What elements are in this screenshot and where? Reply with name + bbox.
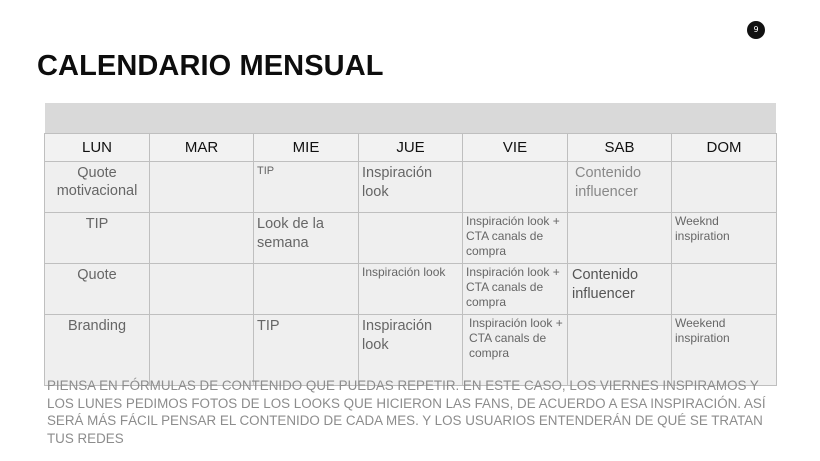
day-header-vie: VIE	[463, 134, 568, 162]
cell-text: Quote motivacional	[56, 165, 138, 199]
cell-text: Quote	[77, 267, 117, 283]
calendar-cell	[463, 162, 568, 213]
cell-text: Look de la semana	[257, 216, 324, 251]
day-header-dom: DOM	[672, 134, 777, 162]
cell-text: Weeknd inspiration	[675, 214, 730, 243]
calendar-week-row	[45, 264, 777, 315]
calendar-cell	[359, 315, 463, 386]
page-number-badge: 9	[747, 21, 765, 39]
calendar-cell	[672, 162, 777, 213]
calendar-cell	[359, 213, 463, 264]
calendar-table	[44, 133, 777, 386]
calendar-week-row	[45, 162, 777, 213]
calendar-cell	[672, 264, 777, 315]
calendar-cell	[568, 315, 672, 386]
cell-text	[463, 162, 567, 163]
calendar-cell	[254, 315, 359, 386]
calendar-header-banner	[45, 103, 776, 133]
cell-text: Inspiración look + CTA canals de compra	[466, 265, 560, 309]
cell-text	[150, 264, 253, 266]
calendar-cell	[45, 315, 150, 386]
cell-text	[568, 213, 671, 215]
calendar-cell	[359, 264, 463, 315]
calendar-cell	[568, 213, 672, 264]
day-header-jue: JUE	[359, 134, 463, 162]
cell-text	[672, 162, 776, 163]
calendar-cell	[463, 315, 568, 386]
cell-text: Inspiración look	[362, 318, 433, 353]
cell-text: Inspiración look	[362, 265, 446, 279]
day-header-mar: MAR	[150, 134, 254, 162]
cell-text: TIP	[257, 165, 275, 177]
calendar-cell	[254, 162, 359, 213]
calendar-header-row	[45, 134, 777, 162]
calendar-week-row	[45, 315, 777, 386]
cell-text	[150, 162, 253, 164]
cell-text	[150, 315, 253, 317]
calendar-cell	[672, 315, 777, 386]
day-header-mie: MIE	[254, 134, 359, 162]
calendar-cell	[254, 213, 359, 264]
calendar-week-row	[45, 213, 777, 264]
calendar-cell	[254, 264, 359, 315]
calendar-cell	[359, 162, 463, 213]
cell-text: TIP	[85, 216, 109, 232]
calendar-cell	[45, 213, 150, 264]
calendar-cell	[150, 213, 254, 264]
day-header-sab: SAB	[568, 134, 672, 162]
cell-text: Inspiración look + CTA canals de compra	[466, 214, 560, 258]
cell-text	[568, 315, 671, 317]
cell-text	[254, 264, 358, 266]
calendar-cell	[568, 264, 672, 315]
calendar-cell	[150, 162, 254, 213]
calendar-cell	[150, 264, 254, 315]
calendar-cell	[150, 315, 254, 386]
cell-text	[672, 264, 776, 265]
cell-text: TIP	[257, 318, 280, 334]
cell-text: Weekend inspiration	[675, 316, 730, 345]
calendar-cell	[45, 162, 150, 213]
cell-text: Contenido influencer	[572, 267, 639, 302]
calendar-cell	[463, 264, 568, 315]
day-header-lun: LUN	[45, 134, 150, 162]
footnote-text: PIENSA EN FÓRMULAS DE CONTENIDO QUE PUEDAS REPETIR. EN ESTE CASO, LOS VIERNES INSPIRAMOS Y LOS LUNES PEDIMOS FOTOS DE LOS LOOKS QUE HICIERON LAS FANS, DE ACUERDO A ESA INSPIRACIÓN. ASÍ SERÁ MÁS FÁCIL PENSAR EL CONTENIDO DE CADA MES. Y LOS USUARIOS ENTENDERÁN DE QUÉ SE TRATAN TUS REDES	[47, 378, 766, 446]
calendar-cell	[672, 213, 777, 264]
cell-text: Contenido influencer	[575, 165, 642, 200]
cell-text	[359, 213, 462, 215]
cell-text: Branding	[67, 318, 127, 334]
cell-text: Inspiración look	[362, 165, 433, 200]
calendar-cell	[568, 162, 672, 213]
calendar-cell	[463, 213, 568, 264]
cell-text	[150, 213, 253, 215]
page-title: CALENDARIO MENSUAL	[37, 50, 384, 82]
calendar-cell	[45, 264, 150, 315]
cell-text: Inspiración look + CTA canals de compra	[469, 316, 563, 360]
